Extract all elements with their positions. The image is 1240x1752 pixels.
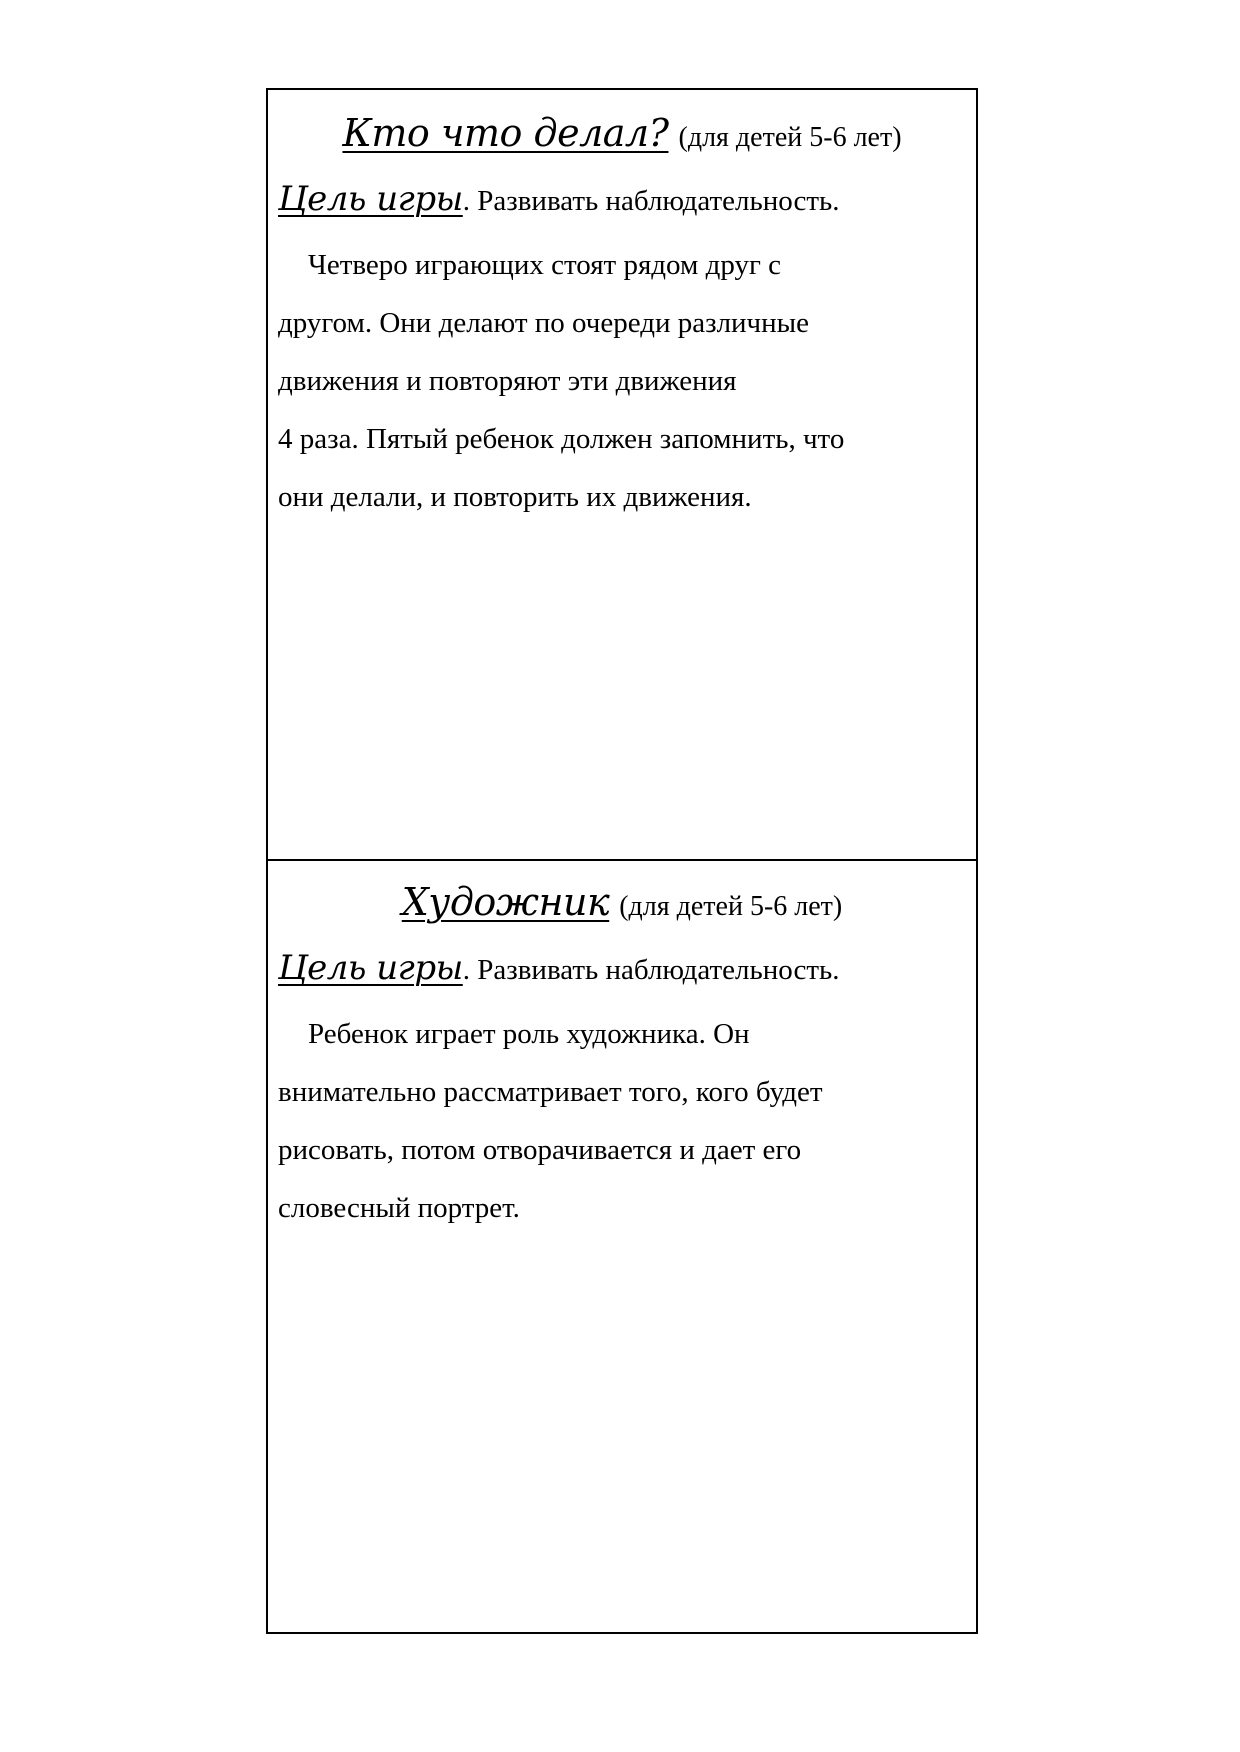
- age-range: (для детей 5-6 лет): [619, 891, 843, 922]
- description-line: другом. Они делают по очереди различные: [278, 307, 810, 339]
- goal-label: Цель игры: [278, 179, 463, 219]
- goal-label: Цель игры: [278, 948, 463, 988]
- description-line: 4 раза. Пятый ребенок должен запомнить, что: [278, 423, 845, 455]
- description-line: Ребенок играет роль художника. Он: [308, 1018, 750, 1050]
- card-header: [278, 873, 966, 931]
- game-card-artist: [268, 861, 976, 1632]
- description-line: они делали, и повторить их движения.: [278, 481, 752, 513]
- description-line: движения и повторяют эти движения: [278, 365, 737, 397]
- card-title: Кто что делал?: [342, 111, 669, 155]
- card-description: [278, 1005, 966, 1237]
- description-line: Четверо играющих стоят рядом друг с: [308, 249, 781, 281]
- cards-frame: [266, 88, 978, 1634]
- card-title: Художник: [401, 880, 610, 924]
- card-header: [278, 104, 966, 162]
- goal-text: . Развивать наблюдательность.: [462, 185, 840, 217]
- card-description: [278, 236, 966, 526]
- description-line: внимательно рассматривает того, кого будет: [278, 1076, 823, 1108]
- goal-line: [278, 174, 966, 224]
- description-line: словесный портрет.: [278, 1192, 520, 1224]
- age-range: (для детей 5-6 лет): [678, 122, 902, 153]
- description-line: рисовать, потом отворачивается и дает его: [278, 1134, 802, 1166]
- goal-text: . Развивать наблюдательность.: [462, 954, 840, 986]
- game-card-who-did-what: [268, 90, 976, 861]
- goal-line: [278, 943, 966, 993]
